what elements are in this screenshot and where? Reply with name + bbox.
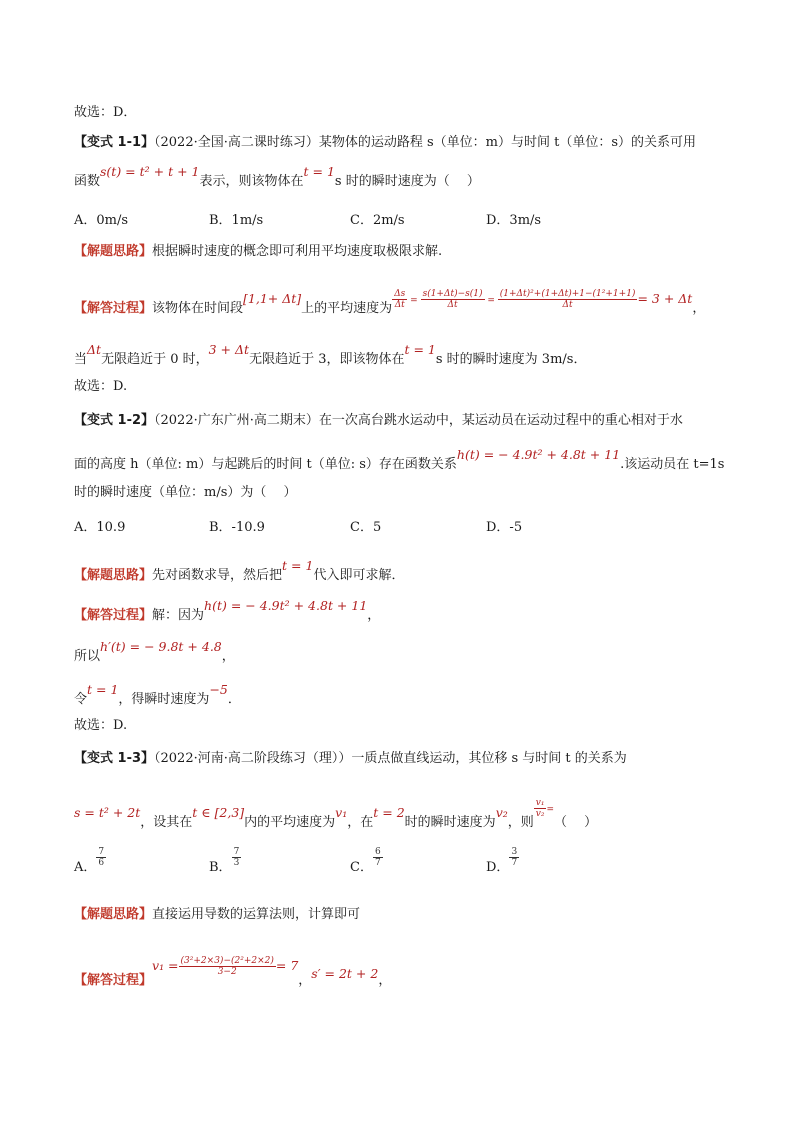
math-formula: = 3 + Δt [637,291,693,306]
variant-tag: 【变式 1-3】 [74,751,155,766]
process-text: s 时的瞬时速度为 3m/s． [435,352,587,367]
math-formula: t ∈ [2,3] [192,805,245,820]
variant-1-1-stem [74,134,696,152]
fraction [509,847,519,868]
hint-tag: 【解题思路】 [74,907,153,922]
variant-1-1-answer [74,378,127,396]
stem-text: 表示，则该物体在 [199,174,304,189]
numerator: 7 [233,847,240,857]
option-label: C． [350,860,373,875]
stem-text: ，在 [347,815,374,830]
math-formula: −5 [209,682,228,697]
process-text: ， [298,973,312,988]
variant-1-3-stem-2 [74,798,598,833]
variant-1-1-hint [74,243,442,261]
fraction [179,956,276,977]
variant-1-2-answer [74,717,127,735]
variant-1-2-stem-2 [74,447,725,474]
option-label: B． [209,860,232,875]
denominator: 3−2 [217,967,237,977]
numerator: v₁ [535,798,545,808]
variant-tag: 【变式 1-1】 [74,135,155,150]
math-formula: 3 + Δt [208,342,250,357]
option-c: C．2m/s [350,213,405,228]
variant-tag: 【变式 1-2】 [74,413,155,428]
process-text: 令 [74,692,88,707]
math-formula: h(t) = − 4.9t² + 4.8t + 11 [456,447,621,462]
numerator: 7 [98,847,105,857]
option-b: B．1m/s [209,213,264,228]
process-text: 当 [74,352,88,367]
fraction [534,798,547,819]
process-text: ， [221,649,235,664]
math-formula: Δt [87,342,102,357]
stem-text: 时的瞬时速度（单位：m/s）为（ ） [74,485,297,500]
option-a: A．0m/s [74,213,129,228]
option-label: D． [486,860,510,875]
math-formula: t = 2 [373,805,405,820]
fraction [421,289,485,310]
variant-1-1-stem-2 [74,164,480,191]
process-tag: 【解答过程】 [74,301,153,316]
denominator: Δt [394,300,405,310]
math-formula: s(t) = t² + t + 1 [100,164,200,179]
denominator: 3 [233,858,240,868]
option-d: D．-5 [486,520,523,535]
process-text: ， [692,301,706,316]
equals-sign: = [546,805,555,815]
fraction [392,289,407,310]
hint-text: 直接运用导数的运算法则，计算即可 [152,907,361,922]
variant-1-2-stem [74,412,683,430]
fraction [373,847,383,868]
denominator: 6 [98,858,105,868]
numerator: Δs [394,289,406,299]
option-b [209,847,241,878]
math-formula: v₁ [335,805,348,820]
option-b: B．-10.9 [209,520,265,535]
process-text: ， [367,608,381,623]
fraction [96,847,106,868]
denominator: 7 [374,858,381,868]
math-fraction-group: $\frac{\Delta s}{\Delta t}$ = $\frac{s(1+\Delta t)-s(1)}{\Delta t}$ = $\frac{\text{(1+Δt)²+(1+Δt)+1−(1²+1+1)}}{\Delta t}$ [394,289,636,310]
math-formula: t = 1 [87,682,119,697]
variant-1-2-hint [74,558,405,585]
variant-1-3-hint [74,906,360,924]
hint-text: 先对函数求导，然后把 [152,568,283,583]
math-formula: h(t) = − 4.9t² + 4.8t + 11 [204,598,368,613]
numerator: s(1+Δt)−s(1) [422,289,483,299]
variant-1-2-stem-3 [74,484,297,502]
variant-1-2-so [74,639,235,666]
process-text: ， [378,973,392,988]
denominator: v₂ [535,809,545,819]
numerator: 3 [511,847,518,857]
math-formula: s = t² + 2t [74,805,141,820]
variant-1-2-let [74,682,241,709]
variant-1-1-when [74,342,587,369]
option-a [74,847,106,878]
numerator: (1+Δt)²+(1+Δt)+1−(1²+1+1) [499,289,636,299]
math-formula: [1,1+ Δt] [243,291,302,306]
process-text: ，得瞬时速度为 [118,692,210,707]
option-c [350,847,383,878]
option-label: A． [74,860,97,875]
math-formula: h′(t) = − 9.8t + 4.8 [100,639,222,654]
stem-text: 内的平均速度为 [244,815,336,830]
hint-tag: 【解题思路】 [74,244,153,259]
stem-text: （2022·河南·高二阶段练习（理））一质点做直线运动，其位移 s 与时间 t 的关系为 [154,751,627,766]
math-formula: v₂ [495,805,508,820]
option-a: A．10.9 [74,520,126,535]
denominator: Δt [447,300,458,310]
answer-text: 故选：D. [74,379,128,394]
process-text: 该物体在时间段 [152,301,244,316]
math-fraction-group [179,956,276,977]
denominator: Δt [562,300,573,310]
math-formula: t = 1 [404,342,436,357]
math-fraction-group [534,798,554,819]
math-formula: s′ = 2t + 2 [311,966,379,981]
process-text: 所以 [74,649,101,664]
process-text: ． [227,692,241,707]
hint-text: 代入即可求解． [313,568,405,583]
fraction [498,289,638,310]
hint-tag: 【解题思路】 [74,568,153,583]
answer-text: 故选：D． [74,105,137,120]
option-c: C．5 [350,520,382,535]
stem-text: （2022·全国·高二课时练习）某物体的运动路程 s（单位：m）与时间 t（单位：s）的关系可用 [154,135,697,150]
process-text: 无限趋近于 0 时， [101,352,209,367]
hint-text: 根据瞬时速度的概念即可利用平均速度取极限求解. [152,244,443,259]
variant-1-3-process [74,956,392,991]
stem-text: （ ） [554,815,598,830]
math-formula: t = 1 [303,164,335,179]
math-formula: v₁ = [152,958,179,973]
stem-text: 函数 [74,174,101,189]
option-d: D．3m/s [486,213,542,228]
fraction [232,847,242,868]
option-d [486,847,519,878]
answer-text: 故选：D. [74,718,128,733]
math-formula: = 7 [275,958,299,973]
math-formula: t = 1 [282,558,314,573]
process-tag: 【解答过程】 [74,973,153,988]
numerator: (3²+2×3)−(2²+2×2) [180,956,274,966]
stem-text: ，设其在 [140,815,193,830]
numerator: 6 [374,847,381,857]
variant-1-2-process [74,598,381,625]
denominator: 7 [511,858,518,868]
process-tag: 【解答过程】 [74,608,153,623]
process-text: 解：因为 [152,608,205,623]
answer-line [74,104,136,122]
stem-text: ，则 [507,815,534,830]
process-text: 无限趋近于 3，即该物体在 [249,352,405,367]
stem-text: .该运动员在 t=1s [620,457,725,472]
process-text: 上的平均速度为 [301,301,393,316]
stem-text: 面的高度 h（单位: m）与起跳后的时间 t（单位: s）存在函数关系 [74,457,457,472]
stem-text: s 时的瞬时速度为（ ） [334,174,480,189]
stem-text: 时的瞬时速度为 [404,815,496,830]
variant-1-3-stem [74,750,627,768]
stem-text: （2022·广东广州·高二期末）在一次高台跳水运动中，某运动员在运动过程中的重心相对于水 [154,413,683,428]
